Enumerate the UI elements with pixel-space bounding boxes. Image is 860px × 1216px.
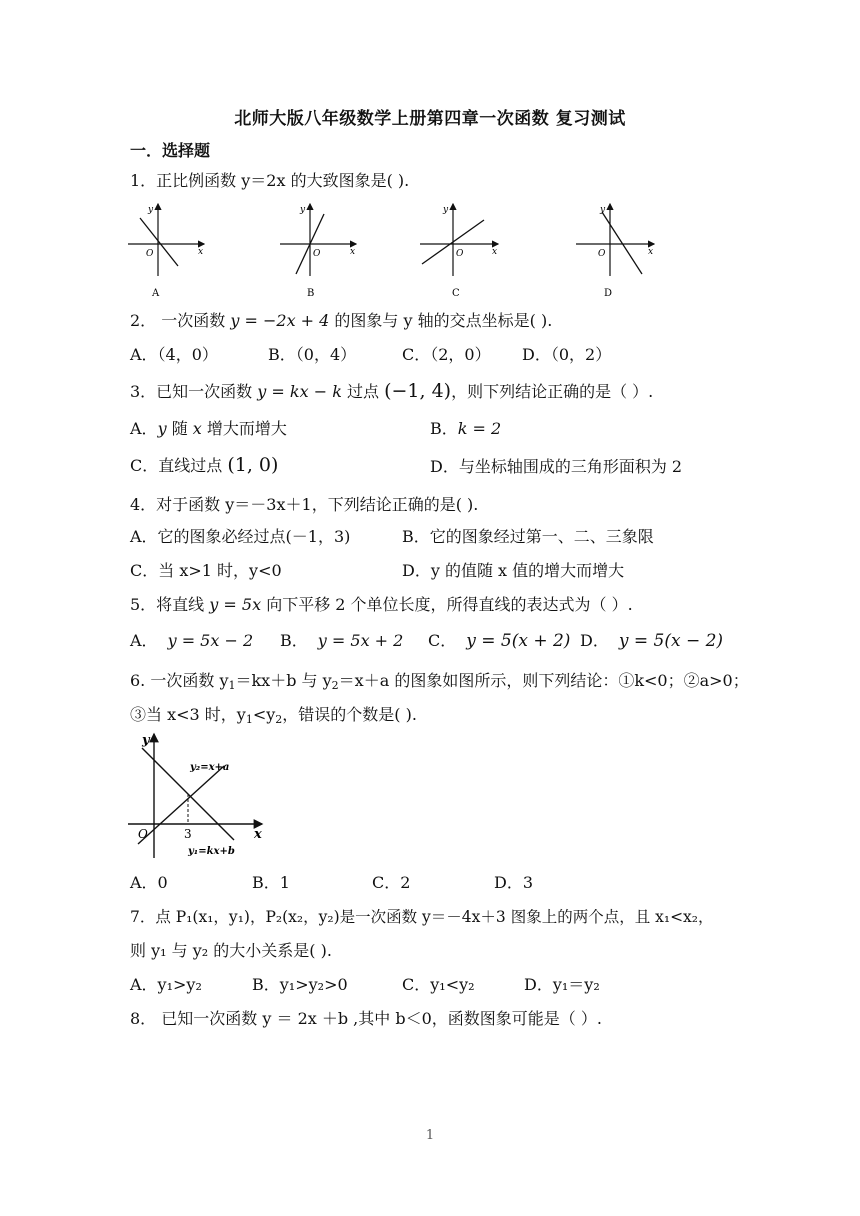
q2-stem-a: 2． 一次函数 [130,311,231,330]
q3-stem-a: 3．已知一次函数 [130,382,258,401]
q5-option-b-label: B． [280,631,308,650]
q7-stem-line2: 则 y₁ 与 y₂ 的大小关系是( ). [130,941,332,960]
q1-caption-b: B [307,288,315,299]
q1d-x-label: x [648,247,654,257]
q6-line-y2 [138,766,224,844]
q4-option-a: A．它的图象必经过点(－1，3) [130,527,351,546]
q1-graph-b [280,204,356,299]
q5-option-a [130,630,253,652]
q6-stem-line1-b: ＝kx＋b 与 y [235,671,332,690]
q3-formula: y = kx − k [257,382,342,401]
q1-caption-c: C [452,288,460,299]
q4-option-b: B．它的图象经过第一、二、三象限 [402,527,654,546]
q5-stem-a: 5．将直线 [130,595,210,614]
q3-option-a [130,418,287,440]
q2-stem-b: 的图象与 y 轴的交点坐标是( ). [329,311,553,330]
q6-origin-label: O [138,827,148,841]
q6-stem-line1: 6. 一次函数 $y_1=kx+b$ 与 $y_2=x+a$ 的图象如图所示，则下列结论：①k<0；②a>0； [130,671,749,692]
q5-option-d-formula: y = 5(x − 2) [618,631,724,651]
q4-option-d: D．y 的值随 x 值的增大而增大 [402,561,625,580]
q2-option-b: B．（0，4） [268,345,357,364]
q6-stem-line2-c: ，错误的个数是( ). [282,705,417,724]
q2-formula: y = −2x + 4 [230,311,330,330]
q5-option-d-label: D． [580,631,609,650]
q1a-origin-label: O [146,249,154,259]
q5-option-c [428,630,570,652]
q6-stem-line2-a: ③当 x<3 时，y [130,705,246,724]
q7-option-d: D．y₁＝y₂ [524,975,600,994]
q6-stem-line1-c: ＝x＋a 的图象如图所示，则下列结论：①k<0；②a>0； [338,671,749,690]
q1a-x-label: x [198,247,204,257]
q5-option-a-label: A． [130,631,158,650]
q3-option-b [430,418,501,440]
q6-graph [124,728,274,860]
q2-option-d: D．（0，2） [522,345,612,364]
q5-option-d [580,630,723,652]
q6-option-b: B．1 [252,873,290,892]
q6-stem-line2: ③当 x<3 时，$y_1<y_2$，错误的个数是( ). [130,705,417,726]
q6-y-label: y [142,733,150,748]
q6-option-d: D．3 [494,873,534,892]
q1b-origin-label: O [313,249,321,259]
q6-y1-label: y₁=kx+b [188,846,235,857]
q1c-y-label: y [443,205,449,215]
q5-option-c-formula: y = 5(x + 2) [466,631,571,651]
q6-option-a: A．0 [130,873,168,892]
q3-stem-b: 过点 [341,382,385,401]
q1b-x-label: x [350,247,356,257]
q5-formula: y = 5x [209,595,262,614]
q1-graphs [120,198,680,300]
q3-option-a-var-y: y [157,419,167,438]
section-heading: 一．选择题 [130,141,211,160]
q3-option-d: D．与坐标轴围成的三角形面积为 2 [430,457,683,476]
q3-stem [130,380,653,403]
q1c-origin-label: O [456,249,464,259]
page-number: 1 [425,1128,435,1143]
q7-option-a: A．y₁>y₂ [130,975,202,994]
q1-graph-d [576,204,654,299]
q2-option-a: A．（4，0） [130,345,218,364]
q3-option-b-formula: k = 2 [457,419,502,438]
q4-option-c: C．当 x>1 时，y<0 [130,561,282,580]
q5-option-b [280,630,403,652]
q6-three-label: 3 [184,827,192,841]
q3-option-c-point: (1, 0) [227,454,279,476]
q3-option-a-label: A． [130,419,158,438]
q1-stem: 1．正比例函数 y＝2x 的大致图象是( ). [130,171,410,190]
q1a-y-label: y [148,205,154,215]
q1-caption-a: A [152,288,160,299]
q6-stem-line1-a: 6. 一次函数 y [130,671,229,690]
q3-option-a-post: 增大而增大 [201,419,287,438]
q1-caption-d: D [604,288,613,299]
q6-x-label: x [254,827,262,842]
q5-option-c-label: C． [428,631,457,650]
q2-stem [130,310,552,332]
q3-option-a-mid: 随 [166,419,193,438]
q4-stem: 4．对于函数 y＝－3x＋1，下列结论正确的是( ). [130,495,479,514]
q1-graph-c [420,204,498,299]
q3-option-c-label: C．直线过点 [130,456,228,475]
page-title: 北师大版八年级数学上册第四章一次函数 复习测试 [234,109,626,129]
q6-stem-line2-b: <y [252,705,276,724]
q3-stem-c: ，则下列结论正确的是（ ）. [451,382,654,401]
q1c-x-label: x [492,247,498,257]
q8-stem: 8． 已知一次函数 y ＝ 2x ＋b ,其中 b＜0，函数图象可能是（ ）. [130,1009,602,1028]
q1-graph-a [128,204,204,299]
q5-option-a-formula: y = 5x − 2 [167,631,254,650]
q7-option-b: B．y₁>y₂>0 [252,975,348,994]
q1d-y-label: y [600,205,606,215]
q1b-y-label: y [300,205,306,215]
q5-stem [130,594,633,616]
q2-option-c: C．（2，0） [402,345,491,364]
q5-option-b-formula: y = 5x + 2 [317,631,404,650]
q7-option-c: C．y₁<y₂ [402,975,475,994]
q1d-origin-label: O [598,249,606,259]
q5-stem-b: 向下平移 2 个单位长度，所得直线的表达式为（ ）. [261,595,633,614]
q3-option-c [130,454,278,477]
q7-stem-line1: 7．点 P₁(x₁，y₁)，P₂(x₂，y₂)是一次函数 y＝－4x＋3 图象上的两个点，且 x₁<x₂， [130,908,714,926]
q6-y2-label: y₂=x+a [190,762,230,773]
q6-option-c: C．2 [372,873,411,892]
q3-point: (−1, 4) [384,380,452,402]
q3-option-a-var-x: x [192,419,202,438]
q3-option-b-label: B． [430,419,458,438]
